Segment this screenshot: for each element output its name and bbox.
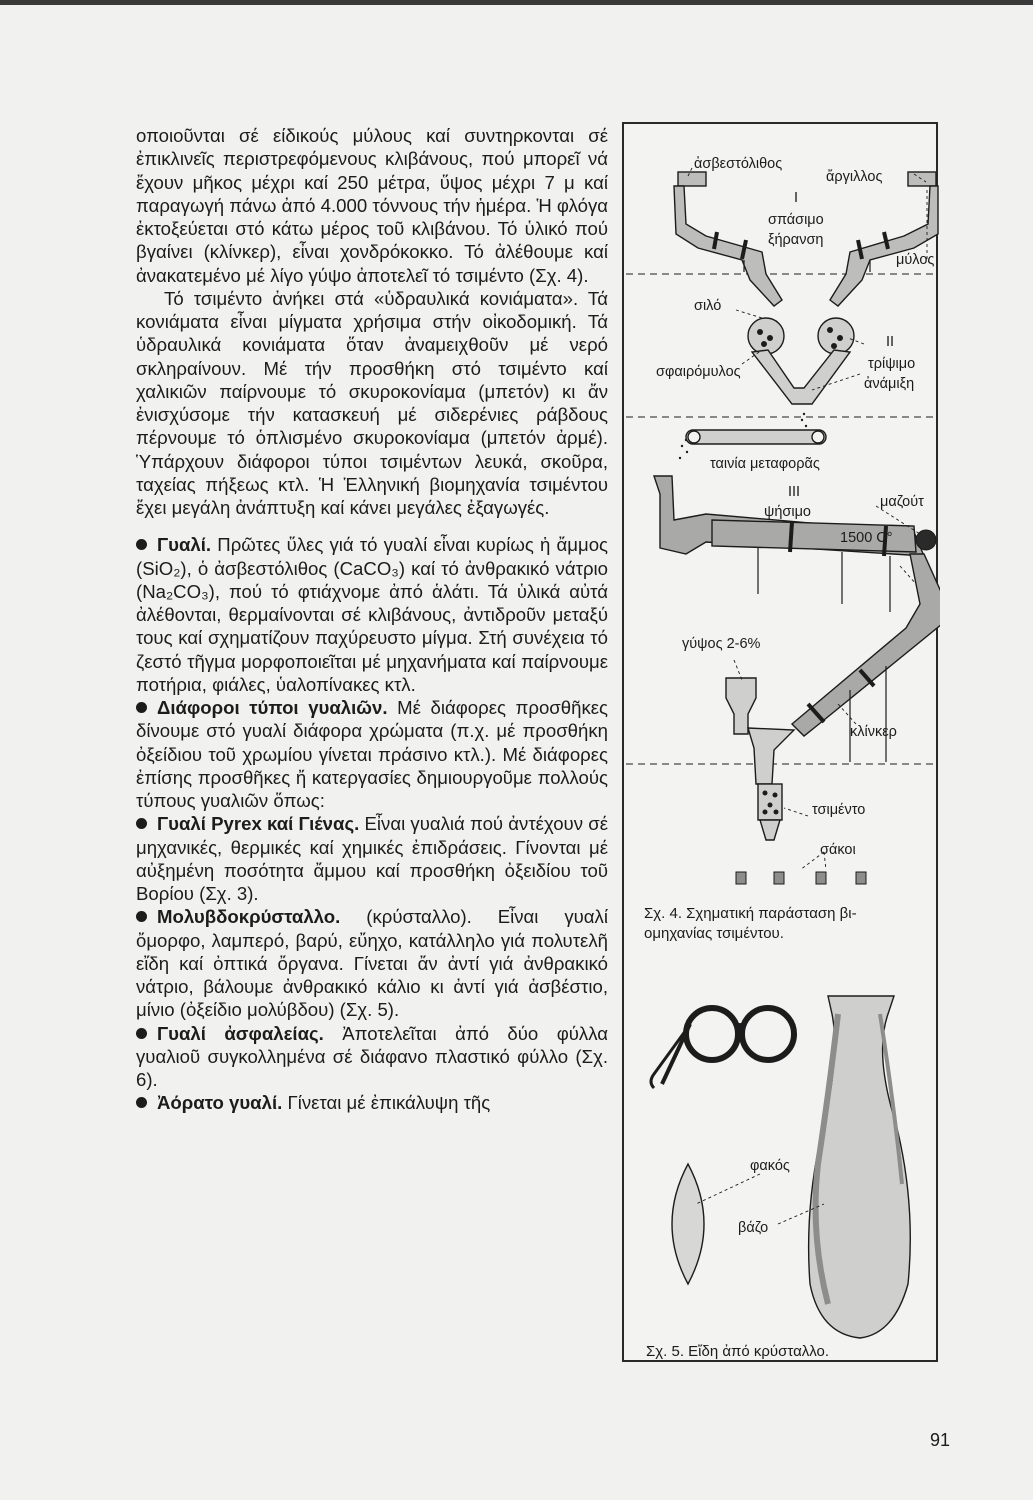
label-ball-mill: σφαιρόμυλος <box>656 364 741 380</box>
section-glass <box>136 533 608 696</box>
label-conveyor: ταινία μεταφορᾶς <box>710 456 820 472</box>
figure-panel <box>622 122 938 1362</box>
section-heading: Γυαλί ἀσφαλείας. <box>157 1022 324 1044</box>
section-heading: Γυαλί. <box>157 534 212 556</box>
label-burning: ψήσιμο <box>764 504 811 520</box>
section-heading: Μολυβδοκρύσταλλο. <box>157 906 341 928</box>
label-limestone: ἀσβεστόλιθος <box>694 156 783 172</box>
section-text: (κρύσταλλο). Εἶναι γυαλί ὄμορφο, λαμπερό, βαρύ, εὔηχο, κατάλληλο γιά πολυτελῆ εἴδη καί ὀπτικά ὄργανα. Γίνεται ἄν ἀντί γιά ἀνθρακικό νάτριο, βάλουμε ἀνθρακικό κάλιο κι ἀντί γιά ἀσβέστιο, μίνιο (ὀξείδιο μολύβδου) (Σχ. 5). <box>136 906 608 1021</box>
label-temperature: 1500 C° <box>840 530 893 546</box>
conveyor-band <box>686 430 826 444</box>
gypsum-hopper <box>726 678 756 734</box>
left-feed-pipe <box>674 186 782 306</box>
section-heading: Διάφοροι τύποι γυαλιῶν. <box>157 697 388 718</box>
lens-icon <box>672 1164 704 1284</box>
label-mixing: ἀνάμιξη <box>864 376 915 392</box>
figure5-leader-lines <box>696 1174 824 1224</box>
spectacle-temple <box>662 1024 690 1084</box>
mixing-funnel <box>752 350 850 404</box>
section-text: Ἀποτελεῖται ἀπό δύο φύλλα γυαλιοῦ συγκολλημένα σέ διάφανο πλαστικό φύλλο (Σχ. 6). <box>136 1022 608 1090</box>
mixing-hopper <box>748 728 794 784</box>
bullet-icon <box>136 1097 147 1108</box>
label-vase: βάζο <box>738 1220 769 1236</box>
label-drying: ξήρανση <box>768 232 824 248</box>
label-stage-3: III <box>788 484 801 500</box>
right-ball-mill <box>818 318 854 354</box>
label-stage-2: II <box>886 334 895 350</box>
paragraph-2: Τό τσιμέντο ἀνήκει στά «ὑδραυλικά κονιάματα». Τά κονιάματα εἶναι μίγματα χρήσιμα στήν οἰκοδομική. Τά ὑδραυλικά κονιάματα ὅταν ἀναμειχθοῦν μέ νερό σκληραίνουν. Μέ τήν προσθήκη στό τσιμέντο καί χαλικιῶν παίρνουμε τό σκυροκονίαμα (μπετόν) κι ἄν ἐνισχύσομε τήν κατασκευή μέ σιδερένιες ράβδους πέρνουμε τό ὁπλισμένο σκυροκονίαμα (μπετόν ἀρμέ). Ὑπάρχουν διάφοροι τύποι τσιμέντων λευκά, σκοῦρα, ταχείας πήξεως κτλ. Ἡ Ἑλληνική βιομηχανία τσιμέντου ἔχει μεγάλη ἀνάπτυξη καί κάνει μεγάλες ἐξαγωγές. <box>136 287 608 518</box>
label-stage-1: I <box>794 190 799 206</box>
spectacles-icon <box>651 1008 794 1088</box>
section-lead-crystal <box>136 905 608 1021</box>
bag-icon <box>774 872 784 884</box>
section-safety-glass <box>136 1022 608 1092</box>
bullet-icon <box>136 911 147 922</box>
paragraph-1: οποιοῦνται σέ είδικούς μύλους καί συντηρκονται σέ ἐπικλινεῖς περιστρεφόμενους κλιβάνους, πού μπορεῖ νά ἔχουν μῆκος μέχρι καί 250 μέτρα, ὕψος μέχρι 7 μ καί παραγωγή πάνω ἀπό 4.000 τόννους τήν ἡμέρα. Ἡ φλόγα ἐκτοξεύεται στό κάτω μέρος τοῦ κλιβάνου. Τό ὑλικό πού βγαίνει (κλίνκερ), εἶναι χονδρόκοκκο. Τό ἀλέθουμε καί ἀνακατεμένο μέ λίγο γύψο ἀποτελεῖ τό τσιμέντο (Σχ. 4). <box>136 125 608 286</box>
bullet-icon <box>136 1028 147 1039</box>
section-heading: Γυαλί Pyrex καί Γιένας. <box>157 813 360 835</box>
label-cement: τσιμέντο <box>812 802 866 818</box>
bullet-icon <box>136 539 147 550</box>
vase-icon <box>809 996 911 1338</box>
label-mill: μύλος <box>896 252 935 268</box>
cement-outlet <box>760 820 780 840</box>
label-gypsum: γύψος 2-6% <box>682 636 761 652</box>
final-mill <box>758 784 782 820</box>
bag-icon <box>816 872 826 884</box>
section-text: Εἶναι γυαλιά πού ἀντέχουν σέ μηχανικές, θερμικές καί χημικές ἐπιδράσεις. Γίνονται μέ αὐξημένη ποσότητα ἄμμου καί προσθήκη ὀξειδίου τοῦ Βορίου (Σχ. 3). <box>136 813 608 904</box>
right-feed-pipe <box>830 186 938 306</box>
figure5-caption: Σχ. 5. Εἴδη ἀπό κρύσταλλο. <box>646 1343 830 1360</box>
spectacle-lens-right <box>742 1008 794 1060</box>
section-text: Μέ διάφορες προσθῆκες δίνουμε στό γυαλί διάφορα χρώματα (π.χ. μέ προσθήκη ὀξείδιου τοῦ χρωμίου γίνεται πράσινο κτλ.). Μέ διάφορες ἐπίσης προσθῆκες ἤ κατεργασίες δημιουργοῦμε πολλούς τύπους γυαλιῶν ὅπως: <box>136 697 608 811</box>
conveyor-roller <box>688 431 700 443</box>
label-crushing: σπάσιμο <box>768 212 824 228</box>
label-clinker: κλίνκερ <box>850 724 897 740</box>
label-bags: σάκοι <box>820 842 856 858</box>
bullet-icon <box>136 818 147 829</box>
section-invisible-glass <box>136 1091 608 1114</box>
cement-bags <box>736 872 866 884</box>
left-ball-mill <box>748 318 784 354</box>
cement-mill <box>726 678 794 840</box>
section-text: Πρῶτες ὕλες γιά τό γυαλί εἶναι κυρίως ἡ ἄμμος (SiO₂), ὁ ἀσβεστόλιθος (CaCO₃) καί τό ἀνθρακικό νάτριο (Na₂CO₃), πού τό φτιάχνομε ἀπό ἁλάτι. Τά ὑλικά αὐτά ἀλέθονται, θερμαίνονται σέ κλιβάνους, ἀντιδροῦν μεταξύ τους καί σχηματίζουν παχύρευστο μίγμα. Στή συνέχεια τό ζεστό τῆγμα μορφοποιεῖται μέ μηχανήματα καί παίρνουμε ποτήρια, φιάλες, ὑαλοπίνακες κτλ. <box>136 534 609 695</box>
figure4-caption-line1: Σχ. 4. Σχηματική παράσταση βι- <box>644 905 857 922</box>
kiln-supports <box>758 548 890 612</box>
figure4-caption-line2: ομηχανίας τσιμέντου. <box>644 925 784 942</box>
section-glass-types <box>136 696 608 812</box>
bag-icon <box>856 872 866 884</box>
top-edge-bar <box>0 0 1033 5</box>
ball-mills <box>748 318 854 404</box>
section-heading: Ἀόρατο γυαλί. <box>157 1092 283 1114</box>
label-grinding: τρίψιμο <box>868 356 916 372</box>
main-text-column <box>136 124 608 1115</box>
bag-icon <box>736 872 746 884</box>
conveyor-belt <box>686 430 826 444</box>
clay-hopper <box>908 172 936 186</box>
label-clay: ἄργιλλος <box>826 169 883 185</box>
limestone-hopper <box>678 172 706 186</box>
label-fuel-oil: μαζούτ <box>880 494 924 510</box>
bullet-icon <box>136 702 147 713</box>
spectacle-temple <box>651 1030 686 1088</box>
cement-and-crystal-diagram <box>624 124 940 1364</box>
label-lens: φακός <box>750 1158 790 1174</box>
page-number: 91 <box>930 1430 951 1450</box>
section-pyrex <box>136 812 608 905</box>
section-text: Γίνεται μέ ἐπικάλυψη τῆς <box>287 1092 491 1114</box>
label-silo: σιλό <box>694 298 722 314</box>
conveyor-roller <box>812 431 824 443</box>
spectacle-lens-left <box>686 1008 738 1060</box>
